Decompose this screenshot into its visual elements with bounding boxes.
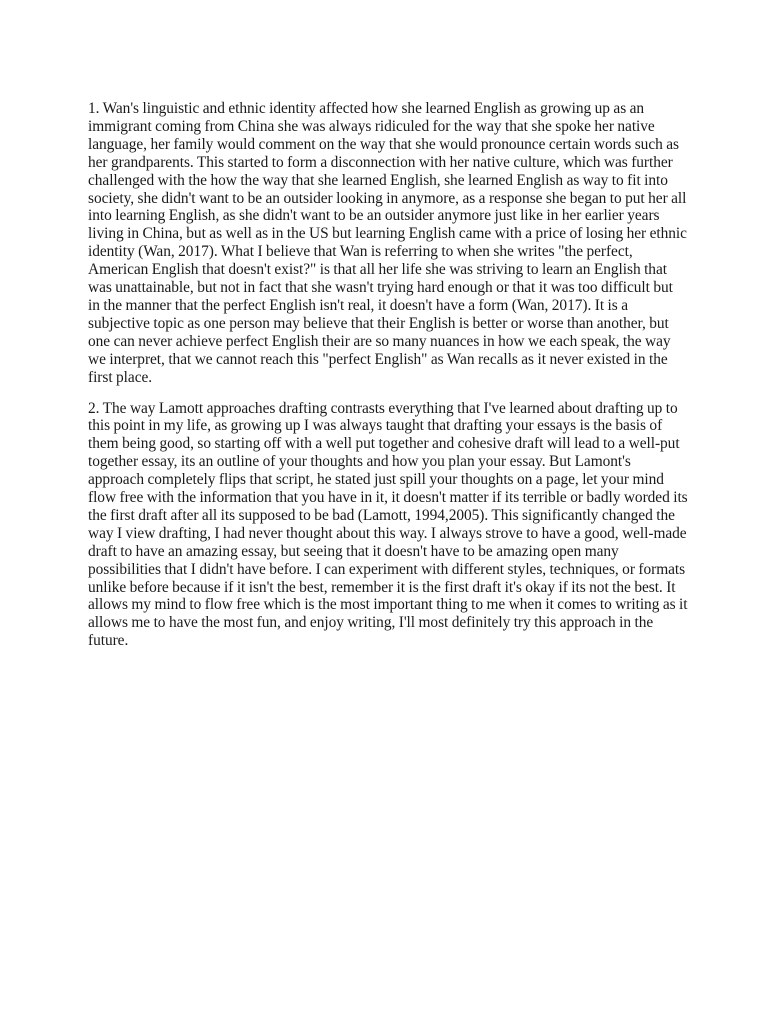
paragraph-lamott-drafting: 2. The way Lamott approaches drafting contrasts everything that I've learned about drafting up to this point in my life, as growing up I was always taught that drafting your essays is the basis of them being good, so starting off with a well put together and cohesive draft will lead to a well-put together essay, its an outline of your thoughts and how you plan your essay. But Lamont's approach completely flips that script, he stated just spill your thoughts on a page, let your mind flow free with the information that you have in it, it doesn't matter if its terrible or badly worded its the first draft after all its supposed to be bad (Lamott, 1994,2005). This significantly changed the way I view drafting, I had never thought about this way. I always strove to have a good, well-made draft to have an amazing essay, but seeing that it doesn't have to be amazing open many possibilities that I didn't have before. I can experiment with different styles, techniques, or formats unlike before because if it isn't the best, remember it is the first draft it's okay if its not the best. It allows my mind to flow free which is the most important thing to me when it comes to writing as it allows me to have the most fun, and enjoy writing, I'll most definitely try this approach in the future.: [88, 399, 688, 650]
document-page: [88, 100, 688, 663]
paragraph-wan-linguistic-identity: 1. Wan's linguistic and ethnic identity affected how she learned English as growing up as an immigrant coming from China she was always ridiculed for the way that she spoke her native language, her family would comment on the way that she would pronounce certain words such as her grandparents. This started to form a disconnection with her native culture, which was further challenged with the how the way that she learned English, she learned English as way to fit into society, she didn't want to be an outsider looking in anymore, as a response she began to put her all into learning English, as she didn't want to be an outsider anymore just like in her earlier years living in China, but as well as in the US but learning English came with a price of losing her ethnic identity (Wan, 2017). What I believe that Wan is referring to when she writes "the perfect, American English that doesn't exist?" is that all her life she was striving to learn an English that was unattainable, but not in fact that she wasn't trying hard enough or that it was too difficult but in the manner that the perfect English isn't real, it doesn't have a form (Wan, 2017). It is a subjective topic as one person may believe that their English is better or worse than another, but one can never achieve perfect English their are so many nuances in how we each speak, the way we interpret, that we cannot reach this "perfect English" as Wan recalls as it never existed in the first place.: [88, 100, 687, 386]
